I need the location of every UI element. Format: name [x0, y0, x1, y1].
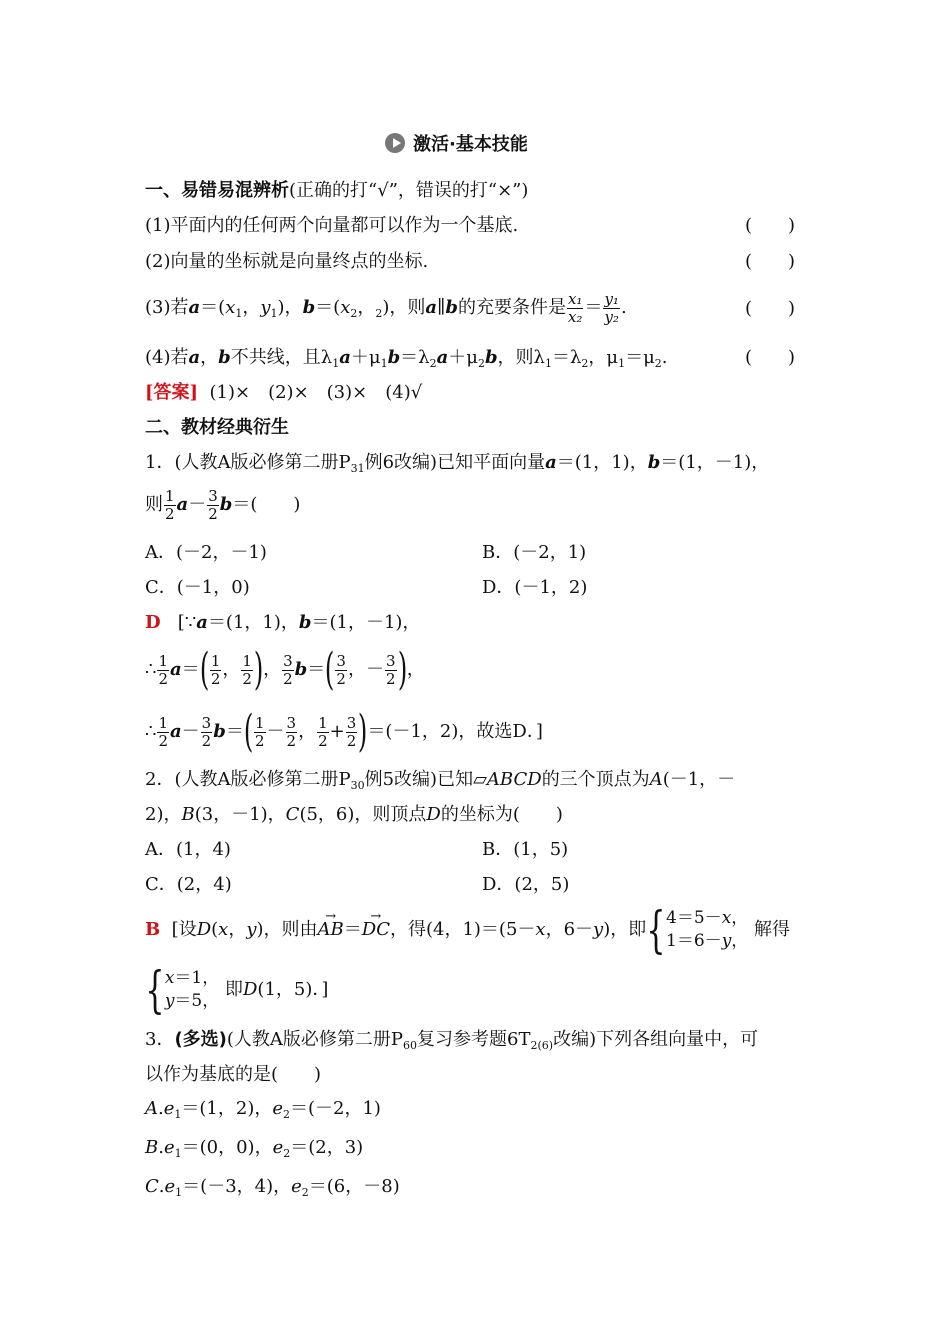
q1-answer: D	[145, 612, 161, 633]
q1-option-a[interactable]: A．(－2，－1)	[145, 542, 267, 563]
fraction-y: $\frac{\text{y₁}}{\text{y₂}}$	[604, 289, 619, 326]
section-title: 激活·基本技能	[413, 134, 528, 155]
judge-item-4: (4)若a，b不共线，且$\lambda_1a+\mu_1b=\lambda_2a+\mu_2b$，则$\lambda_1=\lambda_2$，$\mu_1=\mu_2$.	[145, 347, 668, 370]
q1-solution-line3: ∴ $\frac{1}{2}$ a－ $\frac{3}{2}$ b＝( $\frac{1}{2}$ － $\frac{3}{2}$ ， $\frac{1}{2}$ + $\frac{3}{2}$ )＝(－1，2)，故选D．]	[145, 706, 543, 757]
q1-line2: 则 $\frac{1}{2}$ a－ $\frac{3}{2}$ b＝( )	[145, 486, 301, 523]
answer-label: [答案]	[145, 382, 199, 403]
q1-option-d[interactable]: D．(－1，2)	[482, 577, 588, 598]
q2-line2: 2)，B(3，－1)，C(5，6)，则顶点D的坐标为( )	[145, 804, 563, 825]
answer-blank-3: ( )	[745, 298, 796, 319]
q3-option-c[interactable]: $C.e_1=(-3$，4)，$e_2=(6$，－8)	[145, 1176, 400, 1199]
judge-item-2: (2)向量的坐标就是向量终点的坐标.	[145, 251, 429, 272]
q3-line2: 以作为基底的是( )	[145, 1064, 322, 1085]
q2-solution-line1: B [设D(x，y)，则由→ AB＝→ DC，得(4，1)＝(5－x，6－y)，即{ 4＝5－x， 1＝6－y， 解得	[145, 904, 790, 956]
q2-option-a[interactable]: A．(1，4)	[145, 839, 231, 860]
q2-answer: B	[145, 919, 161, 940]
q1-solution-line1: D [∵a＝(1，1)，b＝(1，－1)，	[145, 612, 421, 633]
fraction-x: $\frac{\text{x₁}}{\text{x₂}}$	[567, 289, 583, 326]
q2-option-c[interactable]: C．(2，4)	[145, 874, 232, 895]
q2-solution-line2: { x＝1， y＝5， 即D(1，5)．]	[145, 961, 329, 1019]
answer-text: (1)× (2)× (3)× (4)√	[209, 382, 423, 403]
q3-option-a[interactable]: $A.e_1=(1$，2)，$e_2=(-2$，1)	[145, 1098, 381, 1121]
answer-blank-2: ( )	[745, 251, 796, 272]
section-header	[385, 133, 528, 156]
q2-option-d[interactable]: D．(2，5)	[482, 874, 570, 895]
part1-heading-line	[145, 180, 528, 202]
q2-line1: 2．(人教A版必修第二册$P_{30}$例5改编)已知▱ABCD的三个顶点为A(－1，－	[145, 769, 736, 792]
q2-option-b[interactable]: B．(1，5)	[482, 839, 569, 860]
q3-line1: 3．(多选)(人教A版必修第二册$P_{60}$复习参考题$6T_{2(6)}$改编)下列各组向量中，可	[145, 1029, 759, 1052]
q1-option-b[interactable]: B．(－2，1)	[482, 542, 587, 563]
part1-heading: 一、易错易混辨析	[145, 180, 289, 201]
part1-instruction: (正确的打“√”，错误的打“×”)	[289, 180, 529, 201]
judge-item-1: (1)平面内的任何两个向量都可以作为一个基底.	[145, 215, 519, 236]
q3-option-b[interactable]: $B.e_1=(0$，0)，$e_2=(2$，3)	[145, 1137, 364, 1160]
play-icon	[385, 133, 405, 153]
part2-heading: 二、教材经典衍生	[145, 417, 289, 438]
answer-line	[145, 382, 422, 404]
answer-blank-1: ( )	[745, 215, 796, 236]
q1-option-c[interactable]: C．(－1，0)	[145, 577, 250, 598]
q1-solution-line2: ∴ $\frac{1}{2}$ a＝( $\frac{1}{2}$ ， $\frac{1}{2}$ )， $\frac{3}{2}$ b＝( $\frac{3}{2}$ ，－ $\frac{3}{2}$ )，	[145, 644, 425, 695]
q1-line1: 1．(人教A版必修第二册$P_{31}$例6改编)已知平面向量a＝(1，1)，b＝(1，－1)，	[145, 452, 770, 475]
answer-blank-4: ( )	[745, 347, 796, 368]
judge-item-3: (3)若$a=(x_1$，$y_1$)，$b=(x_2$，$_2$)，则a∥b的充要条件是 $\frac{\text{x₁}}{\text{x₂}}$ ＝ $\frac{\text{y₁}}{\text{y₂}}$ .	[145, 289, 627, 326]
